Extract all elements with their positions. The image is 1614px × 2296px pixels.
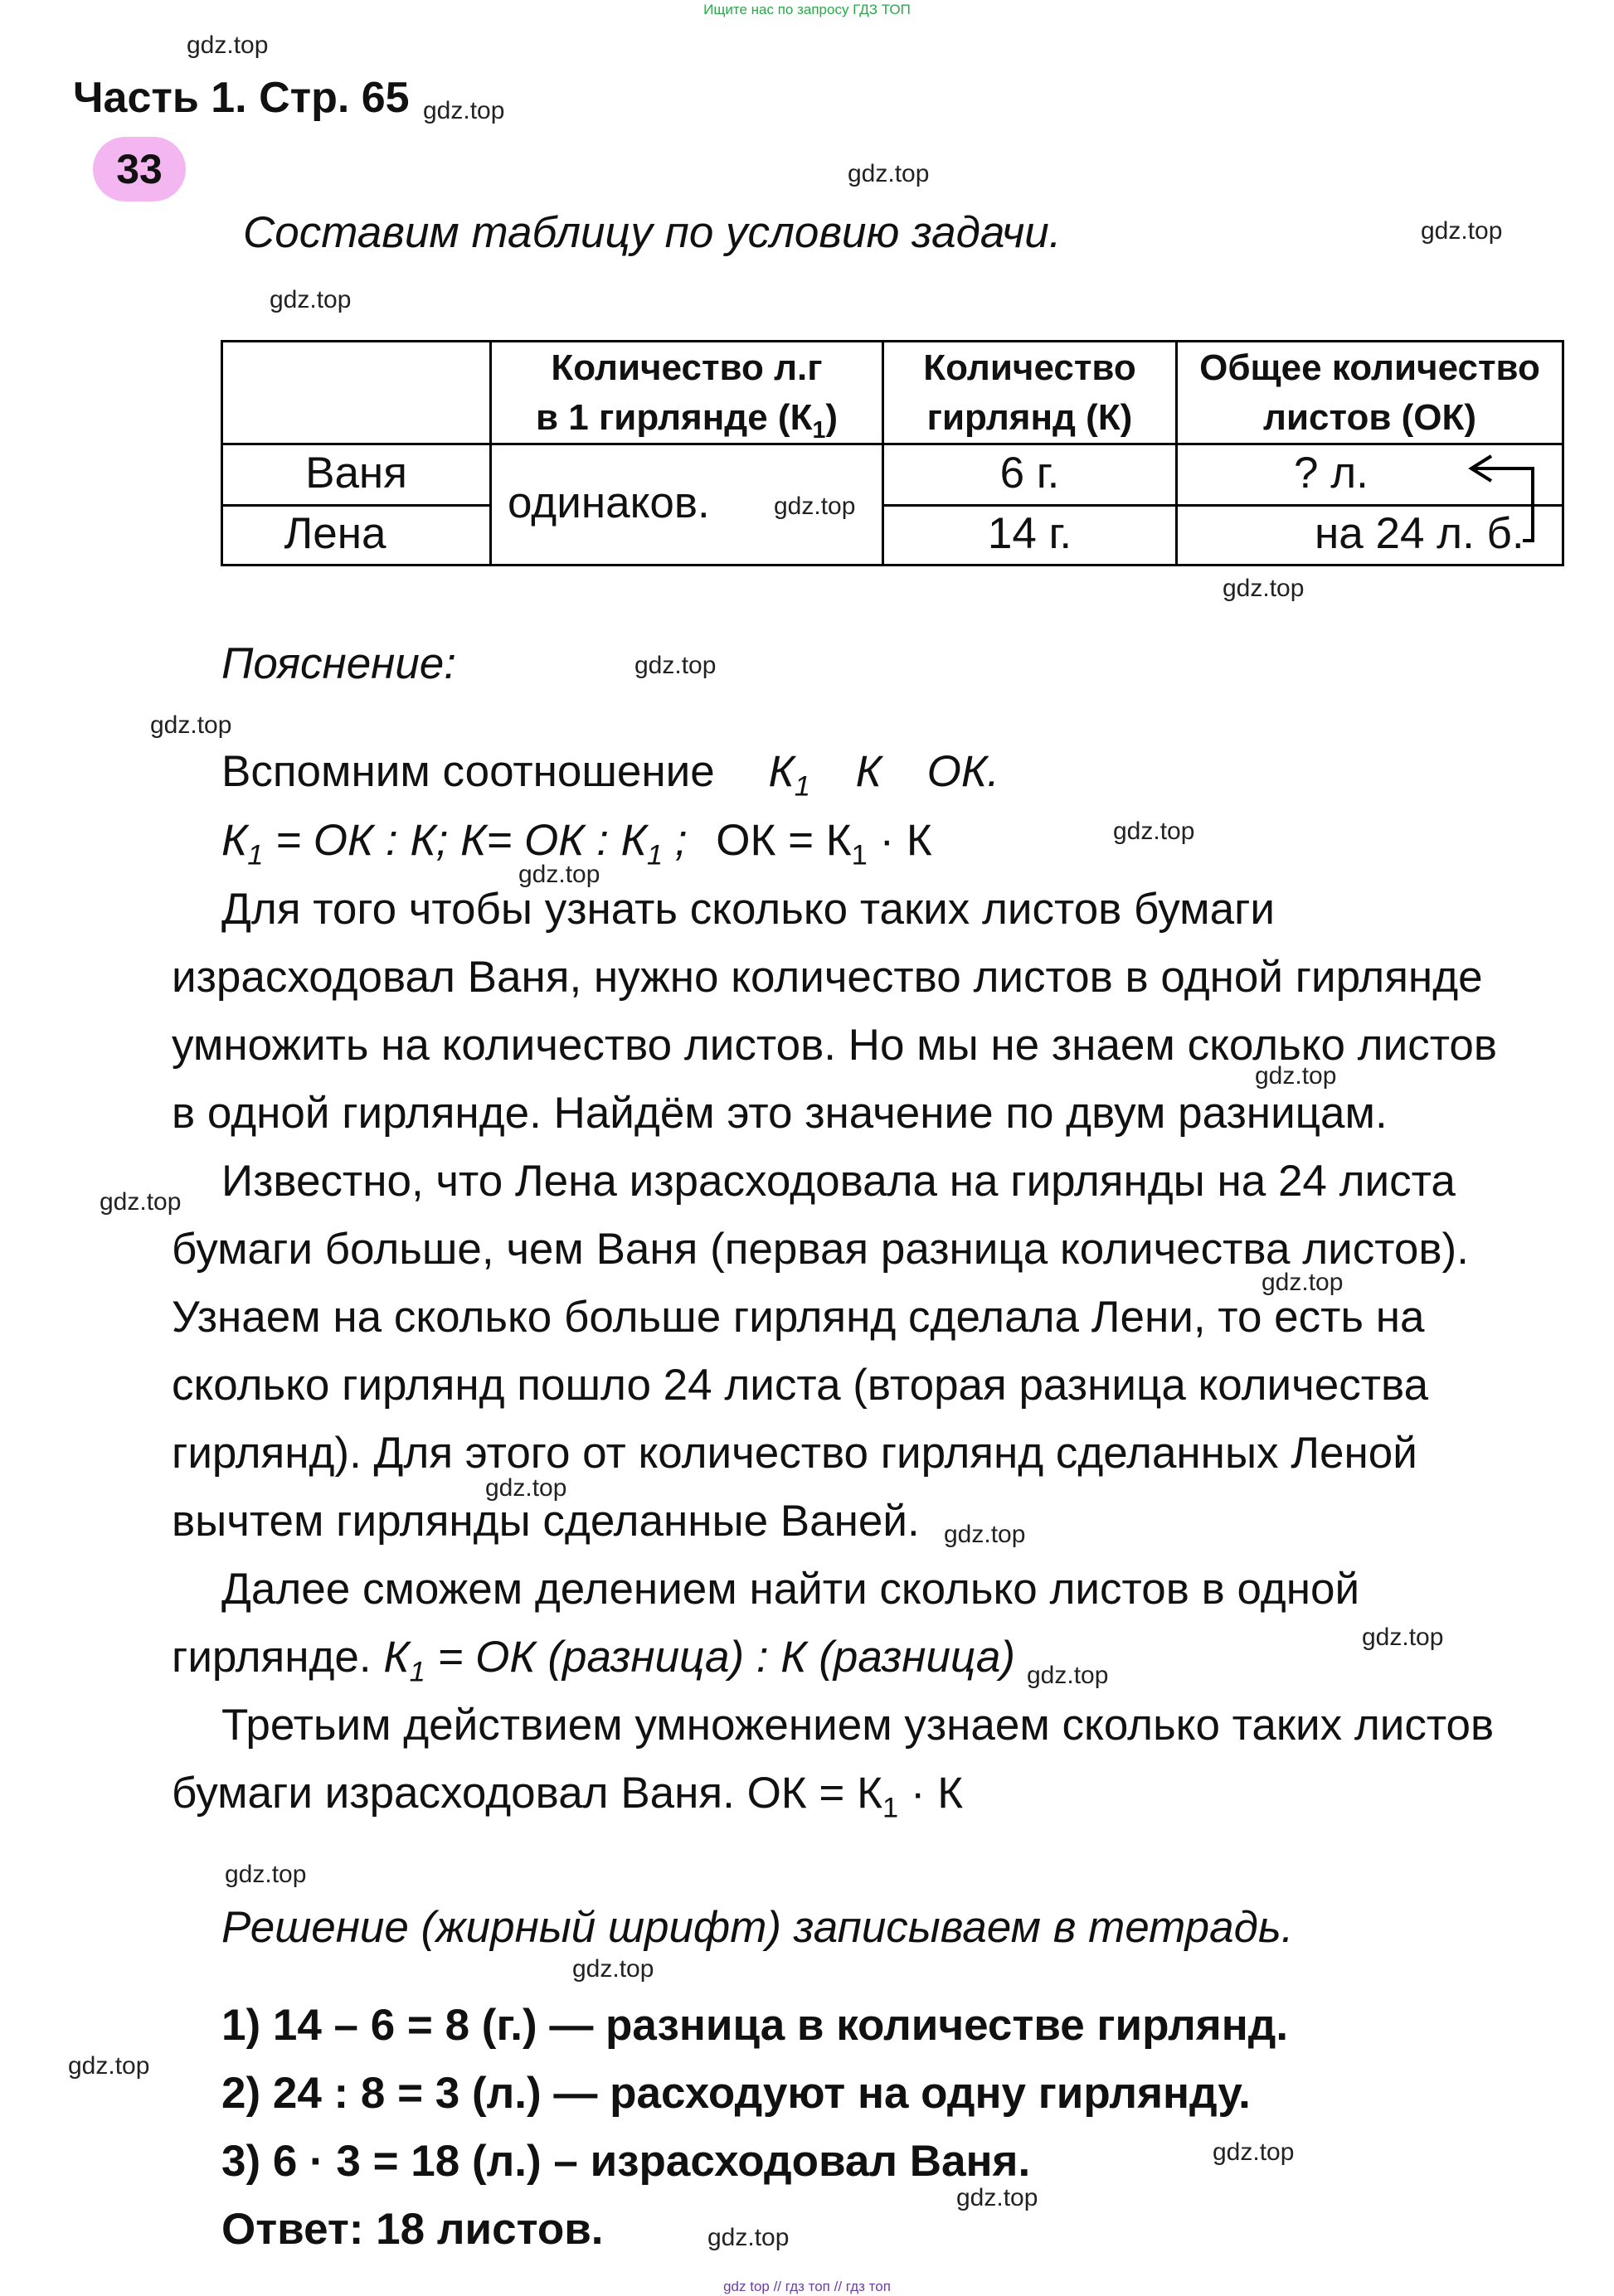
paragraph-4-line: Третьим действием умножением узнаем сколько таких листов	[221, 1701, 1495, 1750]
page-heading: Часть 1. Стр. 65	[73, 74, 410, 122]
footer-banner: gdz top // гдз топ // гдз топ	[723, 2279, 891, 2294]
paragraph-1-line: умножить на количество листов. Но мы не знаем сколько листов	[172, 1021, 1498, 1070]
watermark: gdz.top	[150, 711, 232, 739]
watermark: gdz.top	[1362, 1624, 1444, 1651]
watermark: gdz.top	[187, 32, 269, 59]
solution-title: Решение (жирный шрифт) записываем в тетрадь.	[221, 1903, 1294, 1952]
watermark: gdz.top	[1223, 575, 1305, 602]
solution-step-1: 1) 14 – 6 = 8 (г.) — разница в количестве гирлянд.	[221, 2001, 1289, 2050]
paragraph-4-line: бумаги израсходовал Ваня. ОК = $К_1 \cdot К$	[172, 1769, 964, 1824]
row-name-lena: Лена	[284, 509, 386, 558]
relation-line: Вспомним соотношение $К_1$ К ОК.	[221, 747, 999, 803]
lena-total: на 24 л. б.	[1315, 509, 1524, 558]
vanya-garlands: 6 г.	[999, 449, 1060, 498]
paragraph-2-line: гирлянд). Для этого от количество гирлянд сделанных Леной	[172, 1429, 1417, 1478]
paragraph-1-line: Для того чтобы узнать сколько таких листов бумаги	[221, 885, 1276, 934]
paragraph-3-line: гирлянде. $К_1$ = ОК (разница) : К (разница)	[172, 1633, 1015, 1688]
header-k1: Количество л.г в 1 гирлянде $(К_1)$	[535, 347, 839, 444]
lena-garlands: 14 г.	[987, 509, 1072, 558]
task-number-badge: 33	[93, 137, 186, 201]
watermark: gdz.top	[944, 1521, 1026, 1548]
comparison-arrow-icon	[1460, 448, 1543, 547]
watermark: gdz.top	[1113, 818, 1195, 845]
watermark: gdz.top	[1262, 1269, 1344, 1296]
watermark: gdz.top	[1027, 1662, 1109, 1689]
vanya-total: ? л.	[1294, 449, 1368, 498]
paragraph-3-line: Далее сможем делением найти сколько листов в одной	[221, 1565, 1360, 1614]
watermark: gdz.top	[634, 652, 717, 679]
paragraph-2-line: сколько гирлянд пошло 24 листа (вторая разница количества	[172, 1361, 1429, 1410]
watermark: gdz.top	[848, 160, 930, 187]
watermark: gdz.top	[1213, 2138, 1295, 2166]
watermark: gdz.top	[774, 493, 856, 520]
paragraph-2-line: бумаги больше, чем Ваня (первая разница количества листов).	[172, 1225, 1469, 1274]
watermark: gdz.top	[1255, 1062, 1337, 1090]
paragraph-1-line: израсходовал Ваня, нужно количество листов в одной гирлянде	[172, 953, 1483, 1002]
row-name-vanya: Ваня	[305, 449, 407, 498]
watermark: gdz.top	[1421, 217, 1503, 245]
solution-step-3: 3) 6 · 3 = 18 (л.) – израсходовал Ваня.	[221, 2137, 1031, 2186]
intro-text: Составим таблицу по условию задачи.	[243, 208, 1062, 257]
watermark: gdz.top	[423, 97, 505, 124]
merged-k1-value: одинаков.	[508, 478, 710, 527]
watermark: gdz.top	[485, 1474, 567, 1502]
paragraph-2-line: Известно, что Лена израсходовала на гирлянды на 24 листа	[221, 1157, 1456, 1206]
watermark: gdz.top	[572, 1955, 654, 1983]
answer: Ответ: 18 листов.	[221, 2205, 604, 2254]
solution-step-2: 2) 24 : 8 = 3 (л.) — расходуют на одну гирлянду.	[221, 2069, 1251, 2118]
paragraph-1-line: в одной гирлянде. Найдём это значение по двум разницам.	[172, 1089, 1388, 1138]
watermark: gdz.top	[100, 1188, 182, 1216]
watermark: gdz.top	[68, 2052, 150, 2080]
watermark: gdz.top	[956, 2184, 1038, 2211]
paragraph-2-line: вычтем гирлянды сделанные Ваней.	[172, 1497, 920, 1546]
watermark: gdz.top	[225, 1861, 307, 1888]
top-banner: Ищите нас по запросу ГДЗ ТОП	[703, 2, 911, 17]
watermark: gdz.top	[518, 861, 600, 888]
paragraph-2-line: Узнаем на сколько больше гирлянд сделала Лени, то есть на	[172, 1293, 1425, 1342]
watermark: gdz.top	[707, 2224, 790, 2251]
header-k: Количество гирлянд (К)	[923, 347, 1136, 438]
formula-line: $К_1$ = ОК : К; К= ОК : $К_1$ ; ОК = $К_1 \cdot К$	[221, 816, 932, 871]
explanation-title: Пояснение:	[221, 639, 457, 688]
header-ok: Общее количество листов (ОК)	[1199, 347, 1540, 438]
watermark: gdz.top	[270, 286, 352, 313]
